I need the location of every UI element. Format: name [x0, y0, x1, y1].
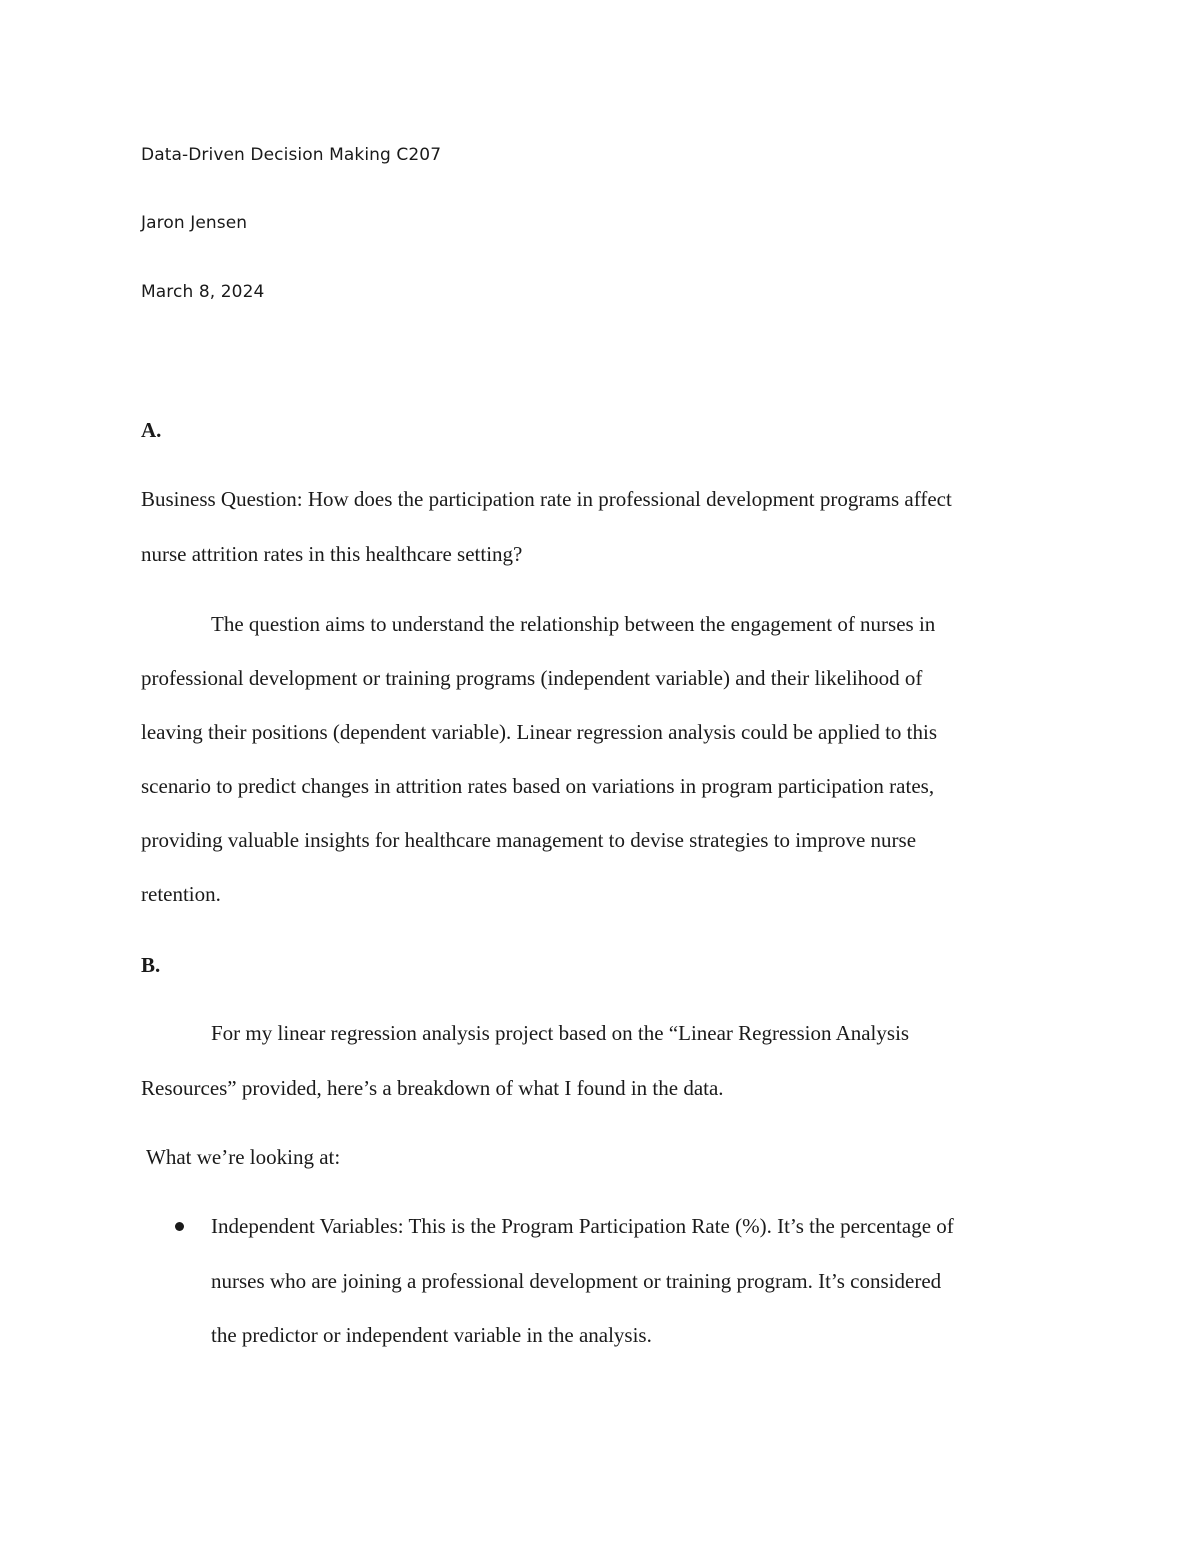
- paragraph-line: scenario to predict changes in attrition rates based on variations in program participation rates,: [141, 774, 935, 798]
- intro-line: For my linear regression analysis project based on the “Linear Regression Analysis: [211, 1021, 910, 1045]
- paragraph-line: providing valuable insights for healthcare management to devise strategies to improve nurse: [141, 828, 917, 852]
- course-title: Data-Driven Decision Making C207: [141, 145, 442, 165]
- section-a-heading: A.: [141, 418, 162, 442]
- paragraph-line: professional development or training programs (independent variable) and their likelihood of: [141, 666, 923, 690]
- author-name: Jaron Jensen: [141, 213, 248, 233]
- section-b-heading: B.: [141, 953, 161, 977]
- looking-at-label: What we’re looking at:: [146, 1145, 341, 1169]
- business-question-line: nurse attrition rates in this healthcare setting?: [141, 542, 523, 566]
- business-question-line: Business Question: How does the participation rate in professional development programs affect: [141, 487, 952, 511]
- bullet-icon: [175, 1222, 184, 1231]
- bullet-line: Independent Variables: This is the Program Participation Rate (%). It’s the percentage of: [211, 1214, 954, 1238]
- bullet-line: the predictor or independent variable in the analysis.: [211, 1323, 652, 1347]
- intro-line: Resources” provided, here’s a breakdown of what I found in the data.: [141, 1076, 724, 1100]
- paragraph-line: retention.: [141, 882, 221, 906]
- paragraph-line: leaving their positions (dependent variable). Linear regression analysis could be applied to this: [141, 720, 938, 744]
- paragraph-line: The question aims to understand the relationship between the engagement of nurses in: [211, 612, 936, 636]
- document-date: March 8, 2024: [141, 282, 265, 302]
- bullet-line: nurses who are joining a professional development or training program. It’s considered: [211, 1269, 942, 1293]
